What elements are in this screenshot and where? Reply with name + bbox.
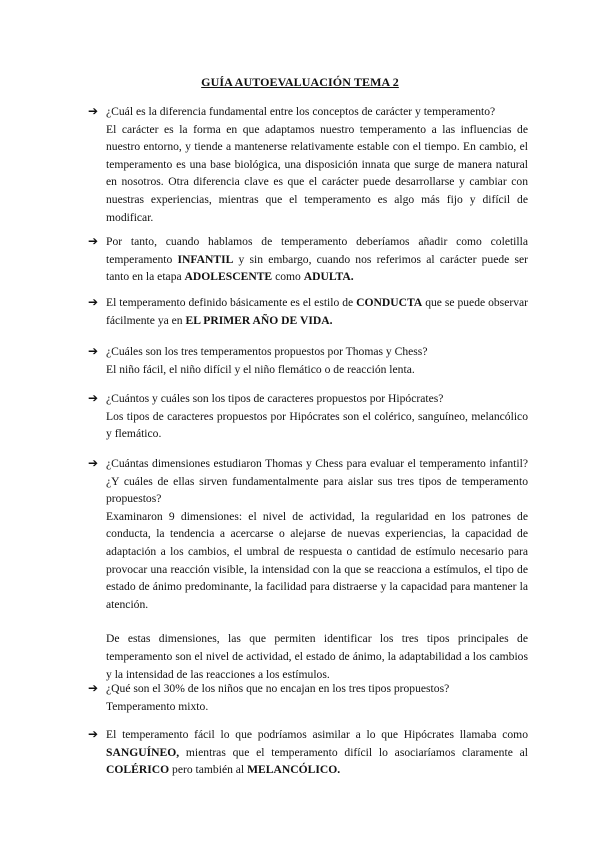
answer-text: El niño fácil, el niño difícil y el niño flemático o de reacción lenta. xyxy=(106,362,415,376)
question-text: ¿Qué son el 30% de los niños que no encajan en los tres tipos propuestos? xyxy=(106,682,450,695)
statement-text: El temperamento definido básicamente es el estilo de CONDUCTA que se puede observar fácilmente ya en EL PRIMER AÑO DE VIDA. xyxy=(106,296,529,327)
answer-text: El carácter es la forma en que adaptamos nuestro temperamento a las influencias de nuestro entorno, y tiende a mantenerse relativamente estable con el tiempo. En cambio, el temperamento es una base biológica, una disposición innata que surge de manera natural en nosotros. Otra diferencia clave es que el carácter puede desarrollarse y cambiar con nuestras experiencias, mientras que el temperamento es algo más fijo y difícil de modificar. xyxy=(106,122,528,224)
question-text: ¿Cuántos y cuáles son los tipos de caracteres propuestos por Hipócrates? xyxy=(106,392,444,405)
answer-text: Examinaron 9 dimensiones: el nivel de actividad, la regularidad en los patrones de conducta, la tendencia a acercarse o alejarse de nuevas experiencias, la capacidad de adaptación a los cambios, el umbral de respuesta o cantidad de estímulo necesario para provocar una reacción visible, la intensidad con la que se reacciona a estímulos, el tipo de estado de ánimo predominante, la facilidad para distraerse y la capacidad para mantener la atención. xyxy=(106,509,528,611)
list-item xyxy=(88,103,528,226)
arrow-right-icon: ➔ xyxy=(88,104,99,118)
answer-text: Los tipos de caracteres propuestos por Hipócrates son el colérico, sanguíneo, melancólico y flemático. xyxy=(106,409,528,441)
document-title: GUÍA AUTOEVALUACIÓN TEMA 2 xyxy=(201,75,399,89)
list-item xyxy=(88,680,528,715)
list-item xyxy=(88,390,528,443)
arrow-right-icon: ➔ xyxy=(88,456,99,470)
arrow-right-icon: ➔ xyxy=(88,344,99,358)
answer-text-continued: De estas dimensiones, las que permiten identificar los tres tipos principales de temperamento son el nivel de actividad, el estado de ánimo, la adaptabilidad a los cambios y la intensidad de las reacciones a los estímulos. xyxy=(106,632,528,681)
arrow-right-icon: ➔ xyxy=(88,295,99,309)
list-item xyxy=(88,233,528,286)
arrow-right-icon: ➔ xyxy=(88,391,99,405)
question-text: ¿Cuántas dimensiones estudiaron Thomas y Chess para evaluar el temperamento infantil? ¿Y cuáles de ellas sirven fundamentalmente para aislar sus tres tipos de temperamento propuestos? xyxy=(106,457,528,506)
list-item xyxy=(88,726,528,779)
arrow-right-icon: ➔ xyxy=(88,681,99,695)
answer-text: Temperamento mixto. xyxy=(106,699,209,713)
question-text: ¿Cuáles son los tres temperamentos propuestos por Thomas y Chess? xyxy=(106,345,428,358)
arrow-right-icon: ➔ xyxy=(88,234,99,248)
list-item xyxy=(88,294,528,329)
statement-text: El temperamento fácil lo que podríamos asimilar a lo que Hipócrates llamaba como SANGUÍNEO, mientras que el temperamento difícil lo asociaríamos claramente al COLÉRICO pero también al MELANCÓLICO. xyxy=(106,728,528,777)
statement-text: Por tanto, cuando hablamos de temperamento deberíamos añadir como coletilla temperamento INFANTIL y sin embargo, cuando nos referimos al carácter puede ser tanto en la etapa ADOLESCENTE como ADULTA. xyxy=(106,235,528,284)
question-text: ¿Cuál es la diferencia fundamental entre los conceptos de carácter y temperamento? xyxy=(106,105,496,118)
list-item xyxy=(88,343,528,378)
list-item xyxy=(88,455,528,683)
arrow-right-icon: ➔ xyxy=(88,727,99,741)
